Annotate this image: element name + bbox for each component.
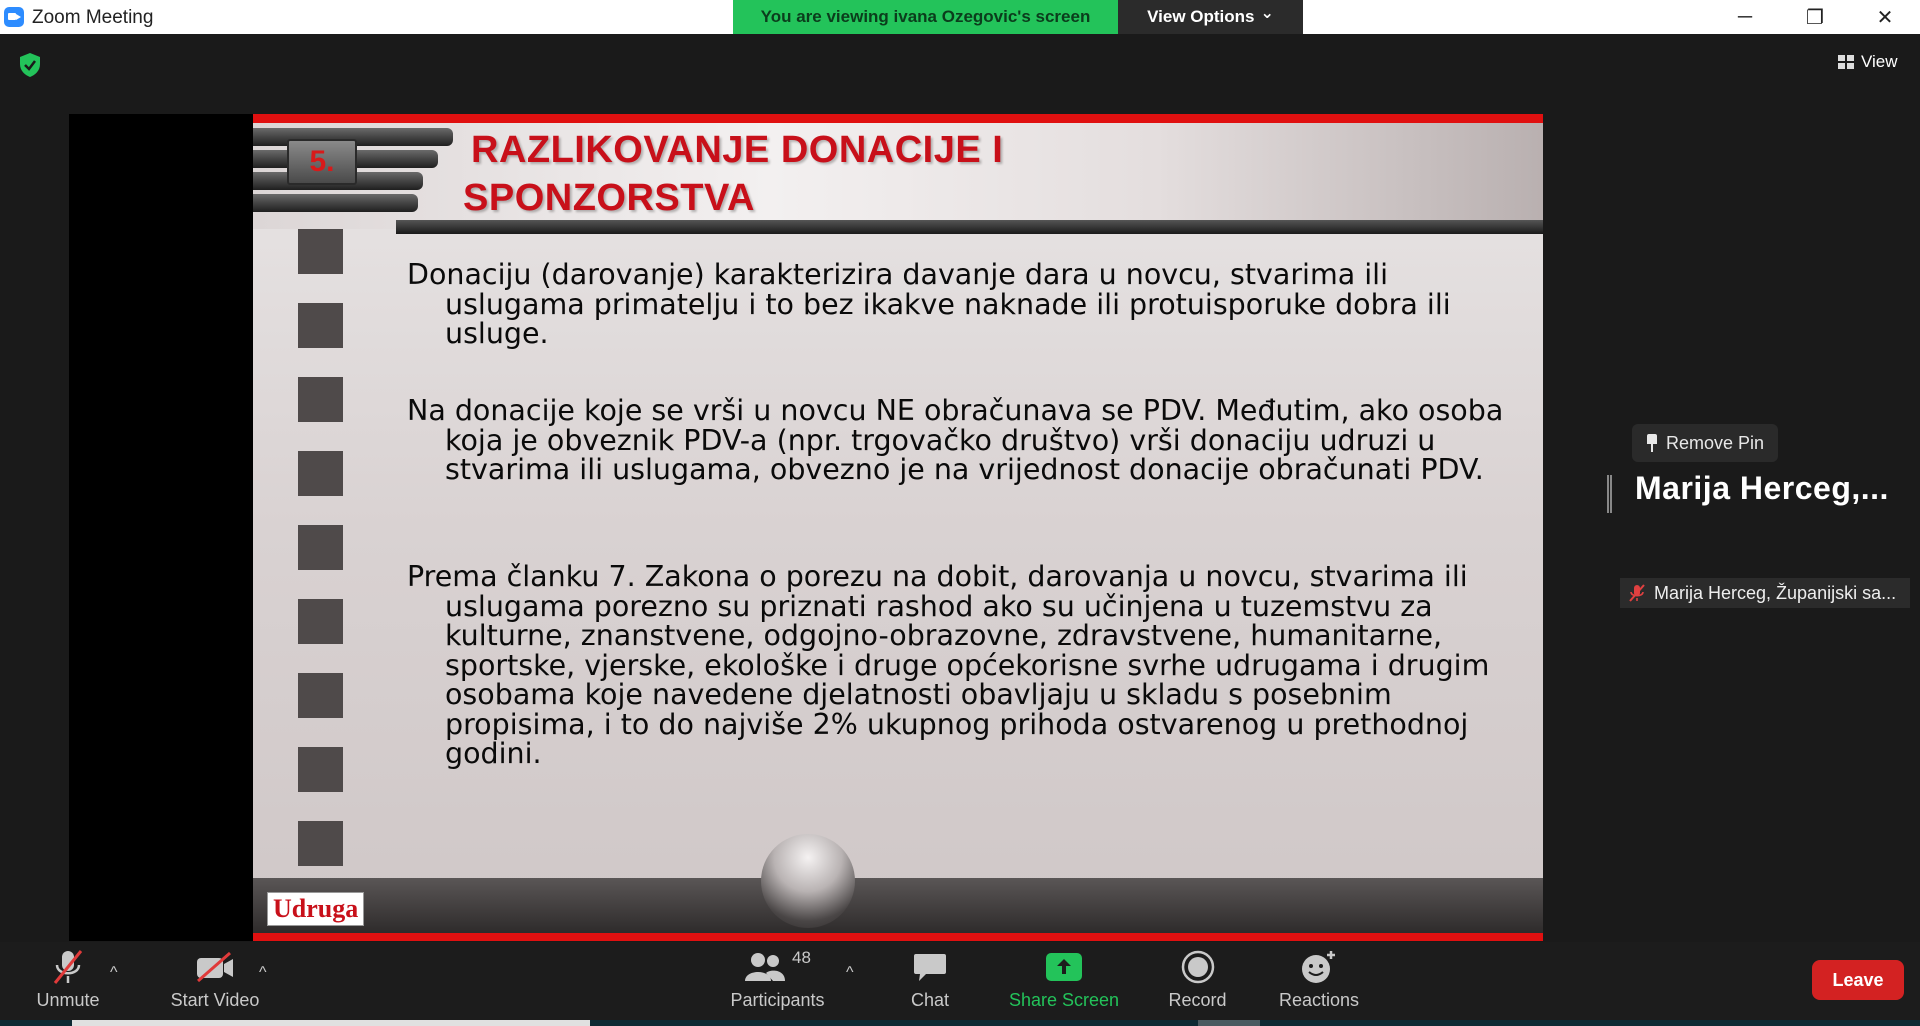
slide-title [463,126,1003,222]
bullet-square [298,303,343,348]
restore-button[interactable]: ❐ [1806,6,1824,29]
slide-paragraph: Na donacije koje se vrši u novcu NE obračunava se PDV. Međutim, ako osoba koja je obveznik PDV-a (npr. trgovačko društvo) vrši donaciju udruzi u stvarima ili uslugama, obvezno je na vrijednost donacije obračunati PDV. [407,394,1504,486]
scroll-thumb[interactable] [72,1020,590,1026]
slide-number: 5. [287,139,357,185]
speaker-indicator [1607,475,1612,513]
share-screen-label: Share Screen [1008,990,1120,1010]
decorative-dome [761,834,855,928]
participants-options-caret[interactable]: ^ [846,964,854,981]
chat-button[interactable] [900,942,960,1026]
participants-label: Participants [730,990,825,1010]
pin-icon [1646,434,1658,452]
start-video-button[interactable] [160,942,270,1026]
view-button-label: View [1861,52,1898,71]
scroll-indicator [1198,1020,1260,1026]
bullet-square [298,821,343,866]
start-video-label: Start Video [170,990,260,1010]
muted-mic-icon [1626,582,1648,604]
meeting-area [0,34,1920,942]
bullet-square [298,673,343,718]
reactions-label: Reactions [1278,990,1360,1010]
pinned-speaker-name: Marija Herceg,... [1635,470,1889,506]
share-screen-icon [1044,951,1084,983]
muted-mic-icon [50,948,86,986]
record-label: Record [1168,990,1227,1010]
audio-options-caret[interactable]: ^ [110,964,118,981]
chat-label: Chat [910,990,950,1010]
participants-button[interactable] [720,942,835,1026]
unmute-button[interactable] [28,942,108,1026]
bullet-square [298,229,343,274]
bullet-square [298,599,343,644]
bullet-square [298,525,343,570]
chevron-down-icon: ⌄ [1260,5,1274,22]
grid-icon [1838,55,1854,69]
meeting-toolbar [0,942,1920,1026]
minimize-button[interactable]: ─ [1737,5,1753,28]
slide-paragraph: Donaciju (darovanje) karakterizira davanje dara u novcu, stvarima ili uslugama primatelju i to bez ikakve naknade ili protuisporuke dobra ili usluge. [407,258,1451,350]
slide-paragraph: Prema članku 7. Zakona o porezu na dobit, darovanja u novcu, stvarima ili uslugama porezno su priznati rashod ako su učinjena u tuzemstvu za kulturne, znanstvene, odgojno-obrazovne, zdravstvene, humanitarne, sportske, vjerske, ekološke i druge općekorisne svrhe udrugama i drugim osobama koje navedene djelatnosti obavljaju u skladu s posebnim propisima, i to do najviše 2% ukupnog prihoda ostvarenog u prethodnoj godini. [407,560,1490,770]
bullet-square [298,451,343,496]
udruga-logo: Udruga [267,892,364,926]
remove-pin-button[interactable] [1632,424,1778,462]
share-screen-button[interactable] [1004,942,1124,1026]
remove-pin-label: Remove Pin [1666,432,1765,453]
viewing-screen-banner: You are viewing ivana Ozegovic's screen [733,0,1118,34]
shield-check-icon[interactable] [18,52,42,78]
bullet-square [298,747,343,792]
record-button[interactable] [1160,942,1235,1026]
record-icon [1181,950,1215,984]
video-options-caret[interactable]: ^ [259,964,267,981]
participants-count: 48 [792,948,811,967]
view-button[interactable] [1828,46,1908,78]
shared-screen [69,114,1540,941]
close-button[interactable]: ✕ [1876,6,1894,29]
window-titlebar [0,0,1920,34]
bullet-square [298,377,343,422]
unmute-label: Unmute [36,990,100,1010]
video-off-icon [194,950,236,984]
participant-tile-name[interactable] [1620,578,1910,608]
participant-tile-label: Marija Herceg, Županijski sa... [1654,582,1897,603]
slide-title-line-1: RAZLIKOVANJE DONACIJE I [471,129,1004,171]
reactions-button[interactable] [1274,942,1364,1026]
zoom-app-icon [4,7,24,27]
view-options-label: View Options [1147,7,1255,26]
participants-icon [744,951,786,983]
view-options-button[interactable] [1118,0,1303,34]
reactions-icon [1300,949,1338,985]
chat-icon [912,950,948,984]
leave-button[interactable]: Leave [1812,960,1904,1000]
window-title: Zoom Meeting [32,7,154,28]
slide-title-line-2: SPONZORSTVA [463,177,755,219]
presentation-slide [253,114,1543,941]
